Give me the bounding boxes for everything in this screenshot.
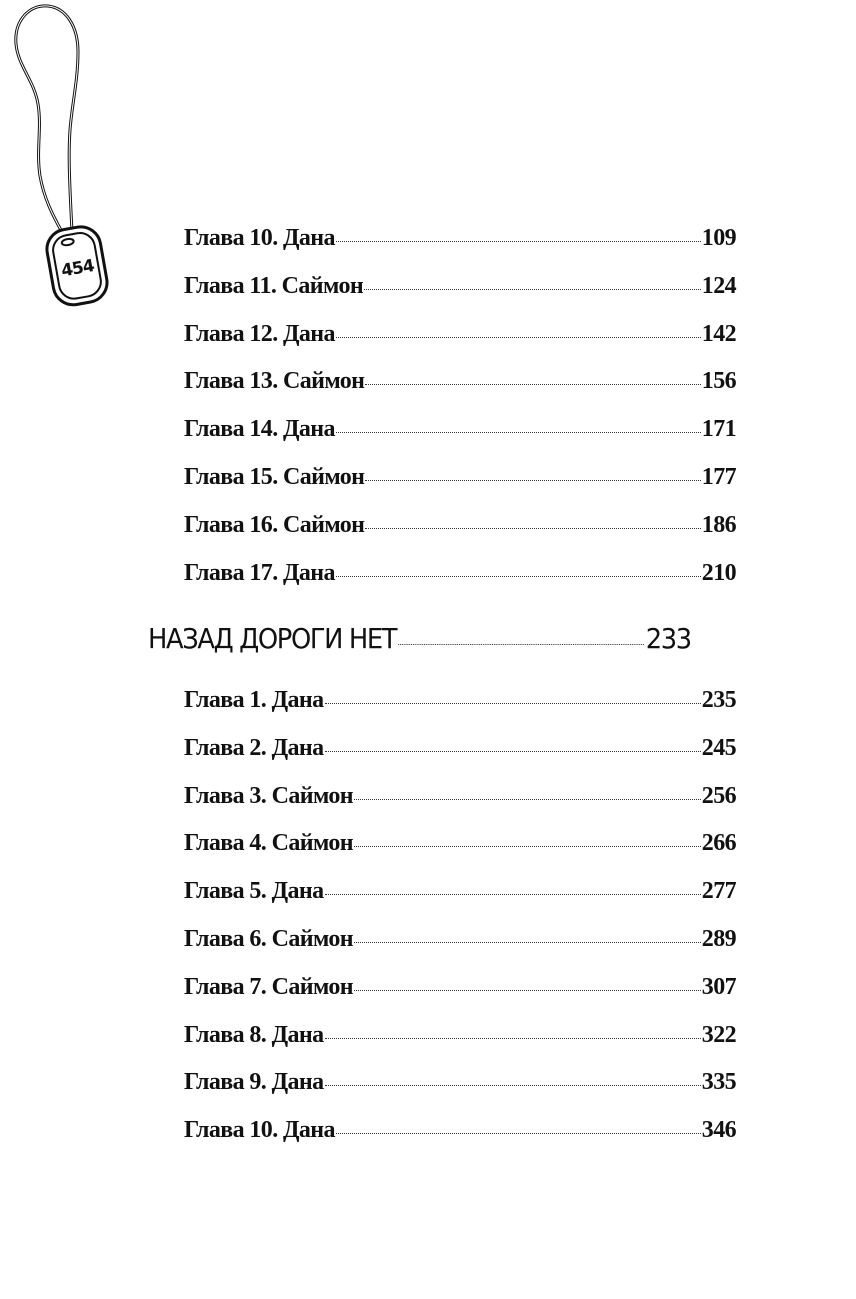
toc-entry <box>184 916 736 964</box>
part-page: 233 <box>645 622 691 655</box>
dot-leader <box>336 337 701 338</box>
dot-leader <box>336 241 701 242</box>
dot-leader <box>354 942 701 943</box>
chapter-title: Глава 8. Дана <box>184 1021 324 1048</box>
page-number: 142 <box>701 320 736 347</box>
dog-tag-icon <box>0 0 120 320</box>
chapter-title: Глава 1. Дана <box>184 687 324 713</box>
dot-leader <box>354 799 701 800</box>
chapter-title: Глава 14. Дана <box>184 416 335 443</box>
dot-leader <box>336 1133 701 1134</box>
chapter-title: Глава 4. Саймон <box>184 830 354 857</box>
toc-entry <box>184 868 736 916</box>
toc-entry <box>184 263 736 311</box>
dot-leader <box>354 846 701 847</box>
page-number: 346 <box>701 1117 736 1144</box>
part-heading <box>148 622 691 655</box>
page-number: 256 <box>701 782 736 809</box>
tag-number: 454 <box>59 256 96 282</box>
page-number: 186 <box>701 511 736 538</box>
chapter-title: Глава 15. Саймон <box>184 463 365 490</box>
page-number: 322 <box>701 1021 736 1048</box>
toc-entry <box>184 1059 736 1107</box>
toc-entry <box>184 677 736 725</box>
page-number: 245 <box>701 734 736 761</box>
dot-leader <box>365 384 700 385</box>
toc-entry <box>184 502 736 550</box>
toc-entry <box>184 725 736 773</box>
dot-leader <box>336 432 701 433</box>
part-title: НАЗАД ДОРОГИ НЕТ <box>148 622 397 655</box>
page-number: 210 <box>701 559 736 586</box>
toc-entry <box>184 1107 736 1155</box>
page-number: 277 <box>701 878 736 905</box>
dot-leader <box>354 990 701 991</box>
toc-entry <box>184 406 736 454</box>
dot-leader <box>325 1085 701 1086</box>
toc-entry <box>184 550 736 598</box>
dot-leader <box>325 751 701 752</box>
chapter-title: Глава 2. Дана <box>184 734 324 761</box>
dot-leader <box>325 1038 701 1039</box>
toc-entry <box>184 311 736 359</box>
page-number: 307 <box>701 973 736 1000</box>
page-number: 124 <box>701 272 736 299</box>
page-number: 266 <box>701 830 736 857</box>
chapter-title: Глава 9. Дана <box>184 1069 324 1096</box>
chapter-title: Глава 12. Дана <box>184 320 335 347</box>
chapter-title: Глава 6. Саймон <box>184 925 354 952</box>
dot-leader <box>365 480 700 481</box>
chapter-title: Глава 3. Саймон <box>184 782 354 809</box>
chapter-title: Глава 5. Дана <box>184 878 324 905</box>
toc-entry <box>184 820 736 868</box>
dot-leader <box>336 576 701 577</box>
toc-entry <box>184 358 736 406</box>
page-number: 289 <box>701 925 736 952</box>
page-number: 156 <box>701 368 736 395</box>
page-number: 235 <box>701 687 736 713</box>
page-number: 177 <box>701 463 736 490</box>
page-number: 109 <box>701 225 736 251</box>
dot-leader <box>325 894 701 895</box>
dot-leader <box>325 703 701 704</box>
toc-section-1 <box>184 215 736 597</box>
toc-entry <box>184 215 736 263</box>
page-number: 171 <box>701 416 736 443</box>
page-number: 335 <box>701 1069 736 1096</box>
toc-section-2 <box>184 677 736 1155</box>
toc-entry <box>184 454 736 502</box>
dot-leader <box>364 289 701 290</box>
toc-entry <box>184 964 736 1012</box>
toc-entry <box>184 1012 736 1060</box>
chapter-title: Глава 7. Саймон <box>184 973 354 1000</box>
chapter-title: Глава 16. Саймон <box>184 511 365 538</box>
chapter-title: Глава 10. Дана <box>184 1117 335 1144</box>
toc-entry <box>184 773 736 821</box>
chapter-title: Глава 10. Дана <box>184 225 335 251</box>
dot-leader <box>365 528 700 529</box>
chapter-title: Глава 13. Саймон <box>184 368 365 395</box>
chapter-title: Глава 11. Саймон <box>184 272 364 299</box>
dot-leader <box>398 644 644 645</box>
chapter-title: Глава 17. Дана <box>184 559 335 586</box>
